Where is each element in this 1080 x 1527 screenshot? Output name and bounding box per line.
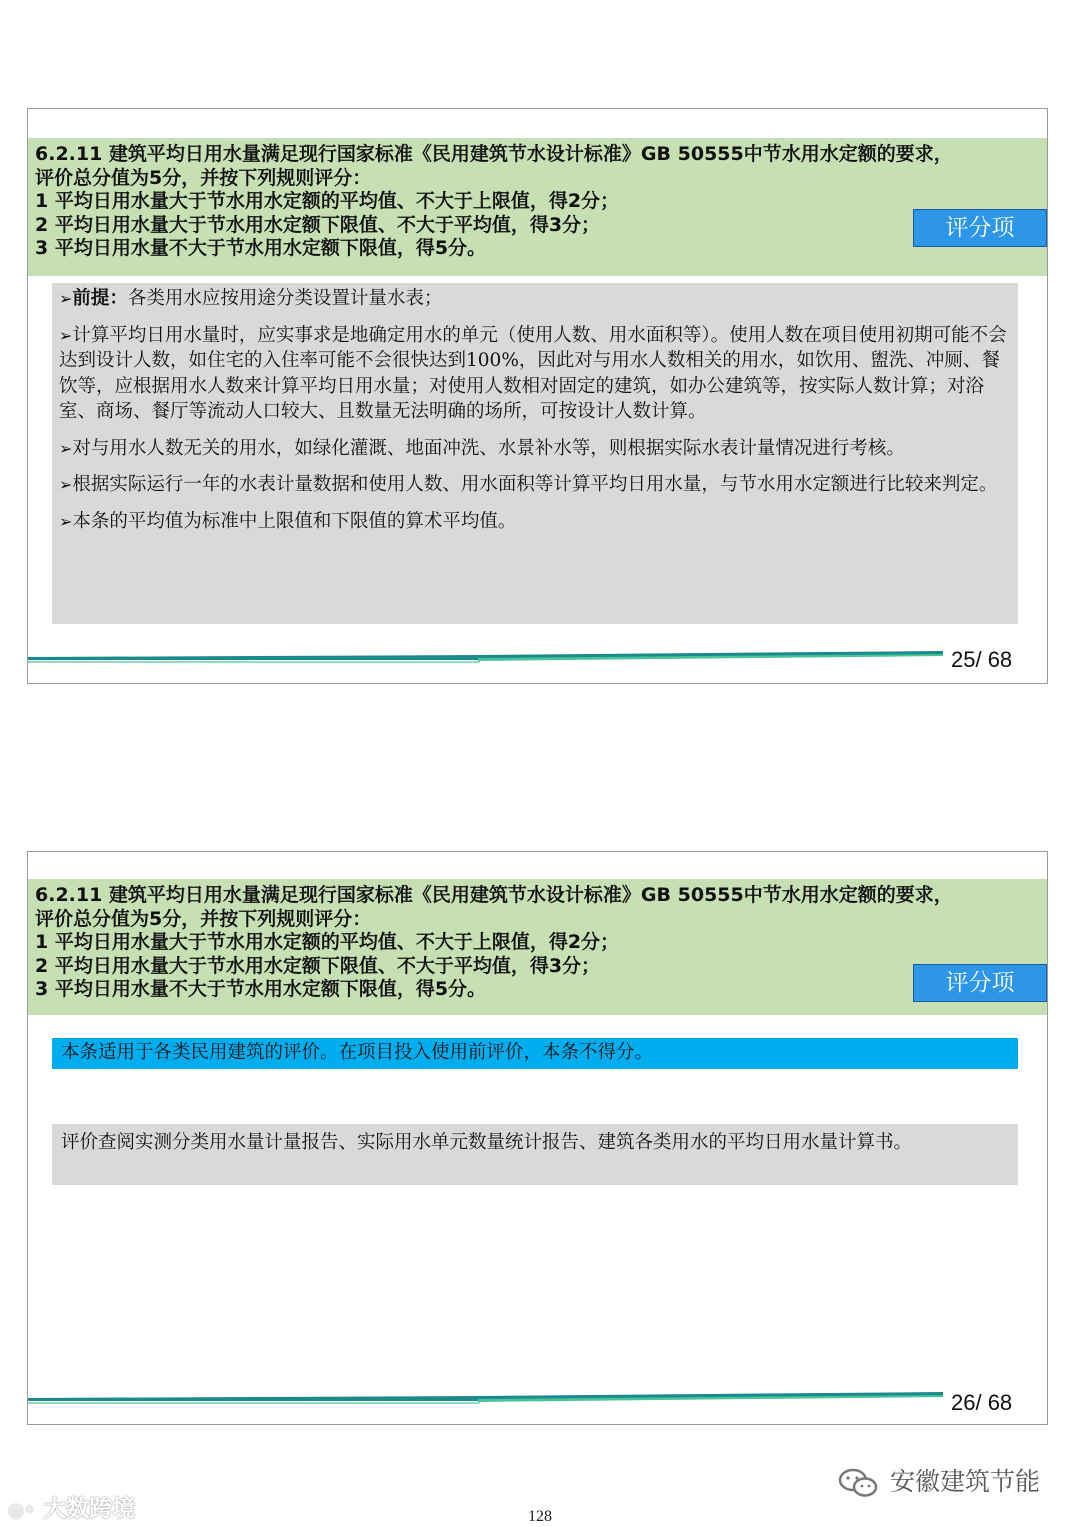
clause-title: 6.2.11 建筑平均日用水量满足现行国家标准《民用建筑节水设计标准》GB 50555中节水用水定额的要求，	[35, 143, 953, 165]
clause-total-score: 评价总分值为5分，并按下列规则评分：	[35, 166, 372, 189]
unrelated-water-text: 对与用水人数无关的用水，如绿化灌溉、地面冲洗、水景补水等，则根据实际水表计量情况进行考核。	[72, 437, 905, 459]
premise-label: 前提：	[72, 288, 128, 309]
weibo-logo-icon: ◎◦	[8, 1500, 36, 1521]
wechat-logo-icon	[838, 1467, 878, 1499]
premise-text: 各类用水应按用途分类设置计量水表；	[127, 288, 443, 309]
scoring-item-tag: 评分项	[913, 209, 1047, 247]
bullet-average	[59, 509, 1010, 535]
clause-total-score: 评价总分值为5分，并按下列规则评分：	[35, 907, 372, 930]
rule-3: 3 平均日用水量不大于节水用水定额下限值，得5分。	[35, 978, 487, 1000]
bullet-calculation	[59, 323, 1010, 425]
document-page-number: 128	[528, 1508, 552, 1525]
watermark-left-text: 大数跨境	[43, 1496, 136, 1522]
clause-header	[28, 879, 1047, 1015]
calculation-text: 计算平均日用水量时，应实事求是地确定用水的单元（使用人数、用水面积等）。使用人数在项目使用初期可能不会达到设计人数，如住宅的入住率可能不会很快达到100%，因此对与用水人数相关的用水，如饮用、盥洗、冲厕、餐饮等，应根据用水人数来计算平均日用水量；对使用人数相对固定的建筑，如办公建筑等，按实际人数计算；对浴室、商场、餐厅等流动人口较大、且数量无法明确的场所，可按设计人数计算。	[59, 324, 1007, 422]
clause-header	[28, 138, 1047, 276]
watermark-right-text: 安徽建筑节能	[889, 1467, 1040, 1496]
scoring-item-tag: 评分项	[913, 964, 1047, 1002]
footer-divider	[28, 647, 1049, 663]
bullet-unrelated-water	[59, 436, 1010, 462]
watermark-right	[838, 1462, 1040, 1499]
evaluation-documents-note: 评价查阅实测分类用水量计量报告、实际用水单元数量统计报告、建筑各类用水的平均日用水量计算书。	[52, 1124, 1018, 1185]
page-number: 26/ 68	[951, 1390, 1013, 1415]
average-text: 本条的平均值为标准中上限值和下限值的算术平均值。	[72, 510, 517, 532]
arrow-bullet-icon: ➢	[59, 325, 73, 345]
arrow-bullet-icon: ➢	[59, 289, 73, 308]
rule-2: 2 平均日用水量大于节水用水定额下限值、不大于平均值，得3分；	[35, 213, 601, 236]
rule-3: 3 平均日用水量不大于节水用水定额下限值，得5分。	[35, 237, 487, 259]
applicability-note: 本条适用于各类民用建筑的评价。在项目投入使用前评价，本条不得分。	[52, 1038, 1018, 1069]
rule-2: 2 平均日用水量大于节水用水定额下限值、不大于平均值，得3分；	[35, 954, 601, 977]
arrow-bullet-icon: ➢	[59, 475, 73, 494]
rule-1: 1 平均日用水量大于节水用水定额的平均值、不大于上限值，得2分；	[35, 931, 620, 953]
bullet-judgement	[59, 472, 1010, 498]
slide-25	[27, 108, 1048, 684]
arrow-bullet-icon: ➢	[59, 511, 73, 531]
page-number: 25/ 68	[951, 647, 1013, 672]
footer-divider	[28, 1388, 1049, 1404]
explanation-box	[52, 283, 1018, 624]
rule-1: 1 平均日用水量大于节水用水定额的平均值、不大于上限值，得2分；	[35, 190, 620, 212]
judgement-text: 根据实际运行一年的水表计量数据和使用人数、用水面积等计算平均日用水量，与节水用水定额进行比较来判定。	[72, 474, 998, 495]
slide-26	[27, 851, 1048, 1425]
bullet-premise	[59, 286, 1010, 312]
arrow-bullet-icon: ➢	[59, 438, 73, 458]
clause-title: 6.2.11 建筑平均日用水量满足现行国家标准《民用建筑节水设计标准》GB 50555中节水用水定额的要求，	[35, 884, 953, 906]
